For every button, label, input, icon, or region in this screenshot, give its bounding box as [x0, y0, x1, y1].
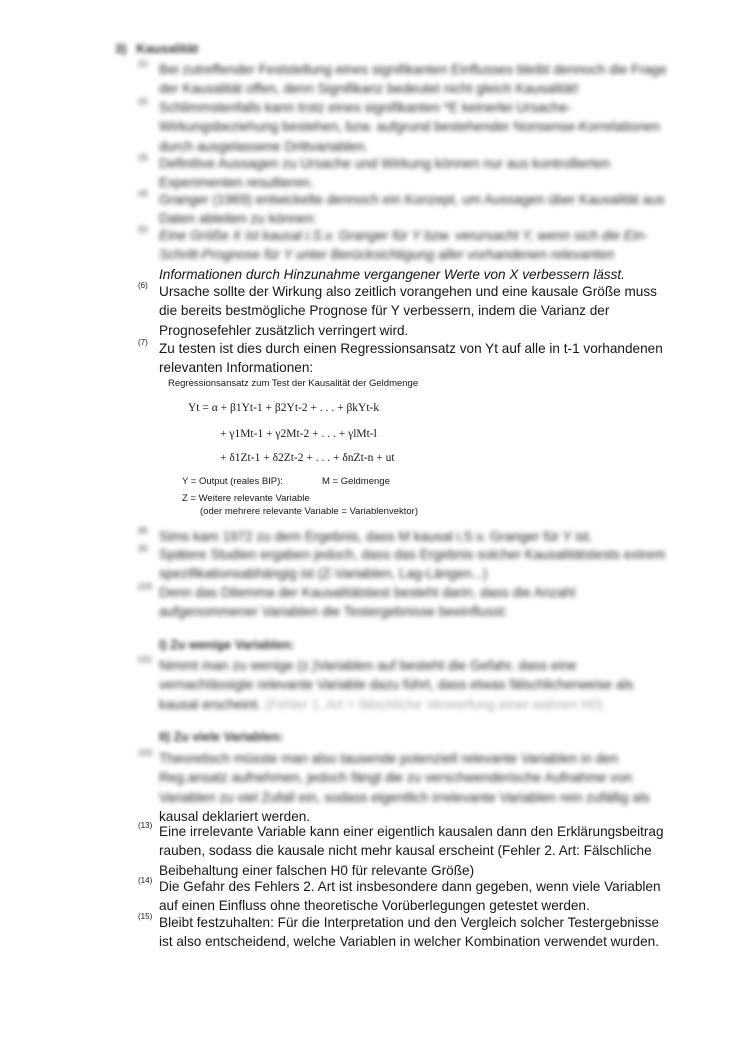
list-item [138, 749, 698, 827]
item-text-clear: kausal deklariert werden. [159, 809, 311, 825]
subheading-too-many: II) Zu viele Variablen: [159, 730, 284, 744]
list-item [138, 339, 698, 378]
formula-title: Regressionsansatz zum Test der Kausalität der Geldmenge [168, 378, 419, 389]
item-number: (8) [138, 526, 148, 535]
item-text: Die Gefahr des Fehlers 2. Art ist insbesondere dann gegeben, wenn viele Variablen auf einen Einfluss ohne theoretische Vorüberlegungen getestet werden. [159, 879, 661, 914]
item-text: Bei zutreffender Feststellung eines signifikanten Einflusses bleibt dennoch die Frage der Kausalität offen, denn Signifikanz bedeutet nicht gleich Kausalität! [159, 62, 667, 97]
regression-formula-figure [162, 378, 562, 526]
item-text: Denn das Dilemma der Kausalitätstest besteht darin, dass die Anzahl aufgenommener Variablen die Testergebnisse beeinflusst: [159, 585, 576, 620]
formula-line-2: + γ1Mt-1 + γ2Mt-2 + . . . + γlMt-l [220, 428, 377, 440]
item-text: Spätere Studien ergaben jedoch, dass das Ergebnis solcher Kausalitätstests extrem spezifikationsabhängig ist (Z-Variablen, Lag-Längen...) [159, 547, 666, 582]
list-item [138, 877, 698, 916]
item-number: (12) [138, 748, 153, 757]
list-item [138, 913, 698, 952]
item-number: (7) [138, 338, 148, 347]
formula-def-y: Y = Output (reales BIP): [182, 476, 283, 487]
item-text: Eine Größe X ist kausal i.S.v. Granger für Y bzw. verursacht Y, wenn sich die Ein- Schritt-Prognose für Y unter Berücksichtigung aller vorhandenen relevanten [159, 228, 648, 263]
item-text: Definitive Aussagen zu Ursache und Wirkung können nur aus kontrollierten Experimenten resultieren. [159, 156, 611, 191]
list-item [138, 190, 698, 229]
formula-line-1: Yt = α + β1Yt-1 + β2Yt-2 + . . . + βkYt-k [188, 402, 380, 414]
list-item [138, 527, 698, 546]
list-item [138, 226, 698, 284]
item-text: Granger (1969) entwickelte dennoch ein Konzept, um Aussagen über Kausalität aus Daten ableiten zu können: [159, 192, 665, 227]
item-number: (14) [138, 876, 153, 885]
item-number: (13) [138, 821, 153, 830]
item-text: Ursache sollte der Wirkung also zeitlich vorangehen und eine kausale Größe muss die bereits bestmögliche Prognose für Y verbessern, indem die Varianz der Prognosefehler zusätzlich verringert wird. [159, 284, 657, 338]
item-text-clear: Informationen durch Hinzunahme vergangener Werte von X verbessern lässt. [159, 266, 625, 282]
item-text: Eine irrelevante Variable kann einer eigentlich kausalen dann den Erklärungsbeitrag rauben, sodass die kausale nicht mehr kausal erscheint (Fehler 2. Art: Fälschliche Beibehaltung einer falschen H0 für relevante Größe) [159, 824, 664, 878]
list-item [138, 98, 698, 156]
item-text: Bleibt festzuhalten: Für die Interpretation und den Vergleich solcher Testergebnisse ist also entscheidend, welche Variablen in welcher Kombination verwendet wurden. [159, 915, 660, 950]
item-text: Sims kam 1972 zu dem Ergebnis, dass M kausal i.S.v. Granger für Y ist. [159, 529, 593, 544]
section-number: 3) [115, 41, 127, 56]
item-number: (2) [138, 97, 148, 106]
item-text: Theoretisch müsste man also tausende potenziell relevante Variablen in den Reg.ansatz aufnehmen, jedoch fängt die zu verschwenderische Aufnahme von Variablen zu viel Zufall ein, sodass eigentlich irrelevante Variablen rein zufällig als [159, 751, 650, 805]
item-text [159, 656, 698, 714]
item-text: Schlimmstenfalls kann trotz eines signifikanten *E keinerlei Ursache- Wirkungsbeziehung bestehen, bzw. aufgrund bestehender Nonsense-Korrelationen durch ausgelassene Drittvariablen. [159, 100, 661, 154]
item-number: (9) [138, 544, 148, 553]
subheading-too-few: I) Zu wenige Variablen: [159, 638, 295, 652]
formula-def-z: Z = Weitere relevante Variable [182, 493, 310, 504]
section-title: Kausalität [136, 41, 199, 56]
list-item [138, 822, 698, 880]
item-number: (3) [138, 153, 148, 162]
item-number: (10) [138, 582, 153, 591]
list-item [138, 583, 698, 622]
formula-def-m: M = Geldmenge [322, 476, 390, 487]
item-number: (1) [138, 59, 148, 68]
item-text: Zu testen ist dies durch einen Regressionsansatz von Yt auf alle in t-1 vorhandenen relevanten Informationen: [159, 341, 663, 376]
item-text-tail: (Fehler 1. Art = fälschliche Verwerfung einer wahren H0) [264, 696, 603, 712]
formula-line-3: + δ1Zt-1 + δ2Zt-2 + . . . + δnZt-n + ut [220, 452, 395, 464]
list-item [138, 545, 698, 584]
item-number: (6) [138, 281, 148, 290]
formula-def-z-note: (oder mehrere relevante Variable = Variablenvektor) [200, 506, 418, 517]
item-number: (11) [138, 655, 152, 664]
list-item [138, 60, 698, 99]
item-number: (4) [138, 189, 148, 198]
item-number: (15) [138, 912, 153, 921]
item-number: (5) [138, 225, 148, 234]
item-text-main: Nimmt man zu wenige (z.)Variablen auf besteht die Gefahr, dass eine vernachlässigte relevante Variable dazu führt, dass etwas fälschlicherweise als kausal erscheint. [159, 658, 634, 712]
list-item [138, 656, 698, 714]
section-heading [115, 41, 198, 56]
list-item [138, 282, 698, 340]
list-item [138, 154, 698, 193]
